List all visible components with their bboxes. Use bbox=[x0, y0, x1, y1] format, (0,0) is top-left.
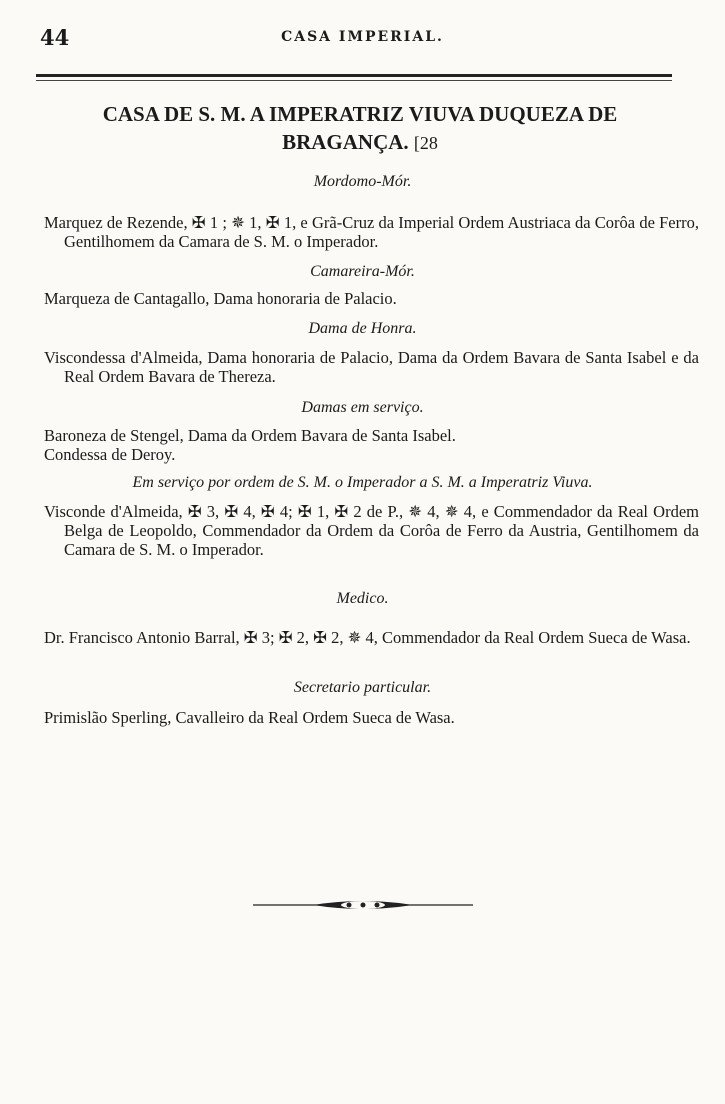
end-ornament bbox=[253, 897, 473, 913]
title-line-2: BRAGANÇA. bbox=[282, 130, 409, 154]
section-em-servico: Em serviço por ordem de S. M. o Imperador a S. M. a Imperatriz Viuva. bbox=[132, 474, 593, 491]
title-reference: [28 bbox=[413, 133, 438, 153]
section-mordomo: Mordomo-Mór. bbox=[313, 173, 412, 190]
header-rule-thin bbox=[36, 80, 672, 81]
section-dama-honra: Dama de Honra. bbox=[308, 320, 417, 337]
section-medico: Medico. bbox=[336, 590, 389, 607]
title-line-1: CASA DE S. M. A IMPERATRIZ VIUVA DUQUEZA DE bbox=[102, 102, 618, 126]
section-damas-servico: Damas em serviço. bbox=[301, 399, 424, 416]
running-head: CASA IMPERIAL. bbox=[281, 29, 444, 45]
section-camareira: Camareira-Mór. bbox=[310, 263, 415, 280]
section-secretario: Secretario particular. bbox=[293, 679, 432, 696]
entry-rezende: Marquez de Rezende, ✠ 1 ; ✵ 1, ✠ 1, e Grã-Cruz da Imperial Ordem Austriaca da Corôa de Ferro, Gentilhomem da Camara de S. M. o Imperador. bbox=[44, 213, 699, 251]
entry-barral: Dr. Francisco Antonio Barral, ✠ 3; ✠ 2, ✠ 2, ✵ 4, Commendador da Real Ordem Sueca de Wasa. bbox=[44, 628, 691, 647]
page-number: 44 bbox=[40, 25, 70, 50]
entry-almeida-visconde: Visconde d'Almeida, ✠ 3, ✠ 4, ✠ 4; ✠ 1, ✠ 2 de P., ✵ 4, ✵ 4, e Commendador da Real Ordem Belga de Leopoldo, Commendador da Ordem da Corôa de Ferro da Austria, Gentilhomem da Camara de S. M. o Imperador. bbox=[44, 502, 699, 559]
entry-deroy: Condessa de Deroy. bbox=[44, 445, 176, 464]
entry-almeida-viscondessa: Viscondessa d'Almeida, Dama honoraria de Palacio, Dama da Ordem Bavara de Santa Isabel e da Real Ordem Bavara de Thereza. bbox=[44, 348, 699, 386]
entry-stengel: Baroneza de Stengel, Dama da Ordem Bavara de Santa Isabel. bbox=[44, 426, 456, 445]
entry-sperling: Primislão Sperling, Cavalleiro da Real Ordem Sueca de Wasa. bbox=[44, 708, 455, 727]
page-title bbox=[40, 100, 680, 157]
entry-cantagallo: Marqueza de Cantagallo, Dama honoraria de Palacio. bbox=[44, 289, 397, 308]
header-rule-thick bbox=[36, 74, 672, 77]
